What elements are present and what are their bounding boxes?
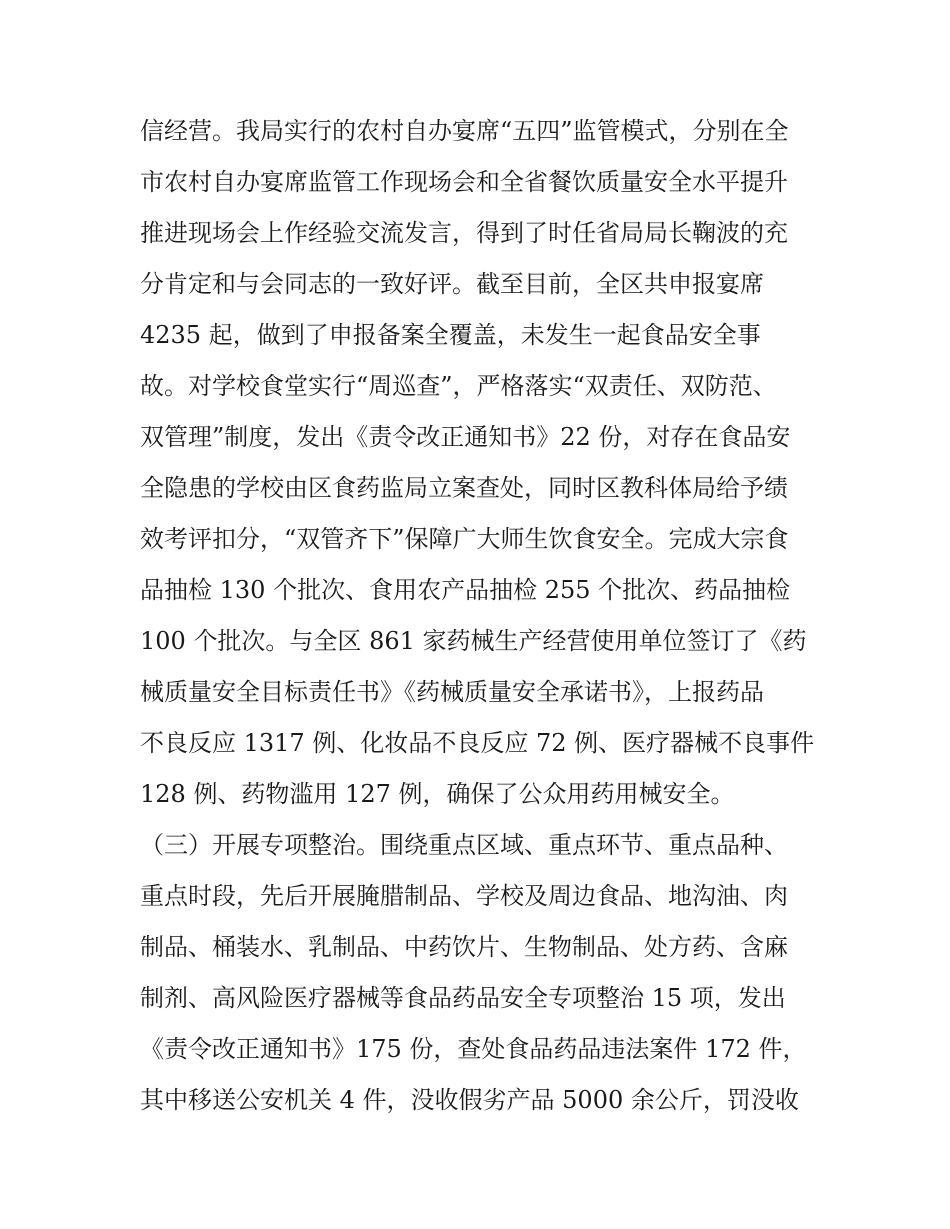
text-line: 4235 起，做到了申报备案全覆盖，未发生一起食品安全事 [140, 321, 761, 349]
text-line: 市农村自办宴席监管工作现场会和全省餐饮质量安全水平提升 [140, 168, 788, 196]
text-line: 制剂、高风险医疗器械等食品药品安全专项整治 15 项，发出 [140, 984, 786, 1012]
body-text [140, 106, 830, 1126]
text-line: 其中移送公安机关 4 件，没收假劣产品 5000 余公斤，罚没收 [140, 1086, 799, 1114]
text-line: 100 个批次。与全区 861 家药械生产经营使用单位签订了《药 [140, 627, 807, 655]
text-line: 全隐患的学校由区食药监局立案查处，同时区教科体局给予绩 [140, 474, 788, 502]
text-line: 信经营。我局实行的农村自办宴席“五四”监管模式，分别在全 [140, 117, 789, 145]
text-line: 双管理”制度，发出《责令改正通知书》22 份，对存在食品安 [140, 423, 791, 451]
text-line: 推进现场会上作经验交流发言，得到了时任省局局长鞠波的充 [140, 219, 788, 247]
text-line: 械质量安全目标责任书》《药械质量安全承诺书》，上报药品 [140, 678, 764, 706]
text-line: 128 例、药物滥用 127 例，确保了公众用药用械安全。 [140, 780, 735, 808]
text-line: 分肯定和与会同志的一致好评。截至目前，全区共申报宴席 [140, 270, 764, 298]
text-line: 制品、桶装水、乳制品、中药饮片、生物制品、处方药、含麻 [140, 933, 788, 961]
text-line: 《责令改正通知书》175 份，查处食品药品违法案件 172 件， [140, 1035, 807, 1063]
text-line: 效考评扣分，“双管齐下”保障广大师生饮食安全。完成大宗食 [140, 525, 789, 553]
text-line: （三）开展专项整治。围绕重点区域、重点环节、重点品种、 [140, 831, 788, 859]
text-line: 不良反应 1317 例、化妆品不良反应 72 例、医疗器械不良事件 [140, 729, 815, 757]
text-line: 重点时段，先后开展腌腊制品、学校及周边食品、地沟油、肉 [140, 882, 788, 910]
text-line: 故。对学校食堂实行“周巡查”，严格落实“双责任、双防范、 [140, 372, 777, 400]
text-line: 品抽检 130 个批次、食用农产品抽检 255 个批次、药品抽检 [140, 576, 791, 604]
